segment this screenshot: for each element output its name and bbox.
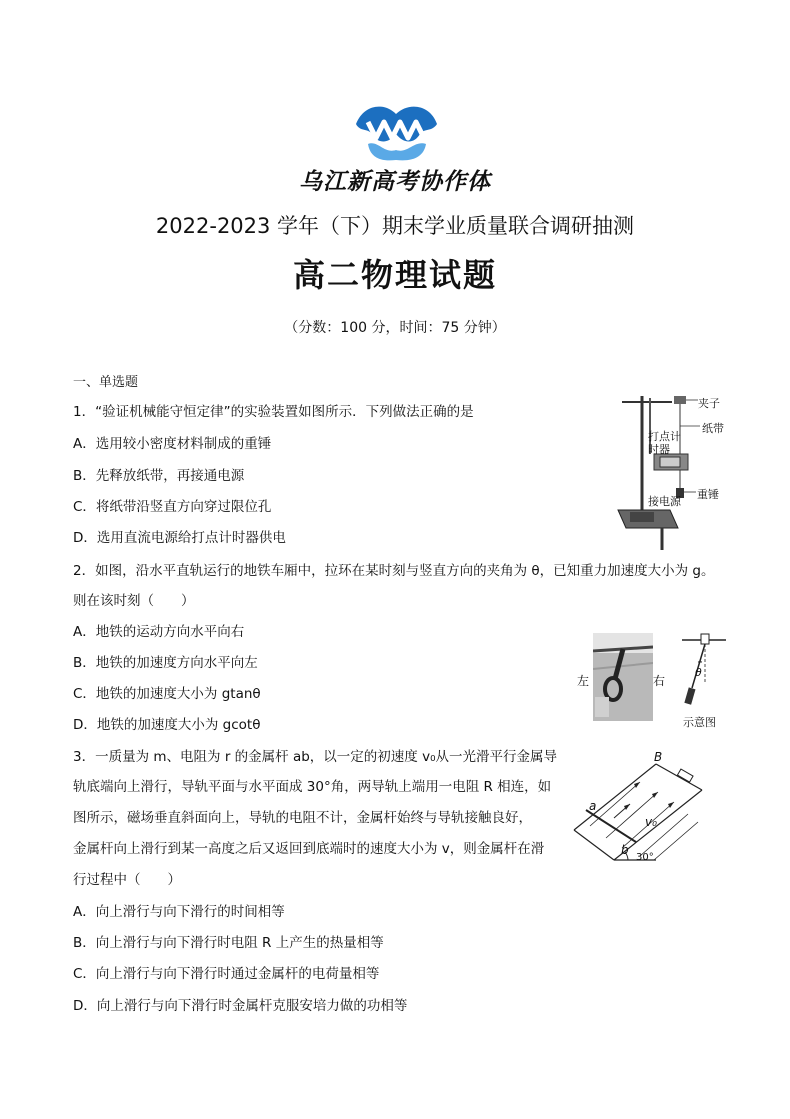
- q3-option-d: D．向上滑行与向下滑行时金属杆克服安培力做的功相等: [73, 998, 408, 1014]
- q2-option-c: C．地铁的加速度大小为 gtanθ: [73, 686, 261, 702]
- exam-subtitle: 2022-2023 学年（下）期末学业质量联合调研抽测: [155, 214, 635, 238]
- q1-label-power: 接电源: [648, 495, 681, 508]
- q2-option-a: A．地铁的运动方向水平向右: [73, 624, 245, 640]
- q3-stem-line1: 3．一质量为 m、电阻为 r 的金属杆 ab，以一定的初速度 v₀从一光滑平行金属导: [73, 749, 557, 765]
- q1-label-weight: 重锤: [697, 488, 719, 501]
- q2-schematic-figure: [680, 632, 728, 712]
- q1-option-b: B．先释放纸带，再接通电源: [73, 468, 245, 484]
- q2-stem-line1: 2．如图，沿水平直轨运行的地铁车厢中，拉环在某时刻与竖直方向的夹角为 θ，已知重力加速度大小为 g。: [73, 563, 715, 579]
- q3-stem-line3: 图所示，磁场垂直斜面向上，导轨的电阻不计，金属杆始终与导轨接触良好，: [73, 810, 532, 826]
- page-title: 高二物理试题: [292, 256, 497, 294]
- q3-label-b: b: [621, 843, 629, 857]
- q2-label-theta: θ: [695, 666, 702, 679]
- q3-option-a: A．向上滑行与向下滑行的时间相等: [73, 904, 285, 920]
- q3-stem-line2: 轨底端向上滑行，导轨平面与水平面成 30°角，两导轨上端用一电阻 R 相连，如: [73, 779, 552, 795]
- q3-option-b: B．向上滑行与向下滑行时电阻 R 上产生的热量相等: [73, 935, 384, 951]
- q2-label-right: 右: [653, 674, 666, 688]
- q1-label-clip: 夹子: [698, 397, 720, 410]
- q1-label-tape: 纸带: [702, 422, 724, 435]
- q1-label-timer: 打点计 时器: [648, 430, 681, 456]
- logo-icon: [354, 104, 439, 162]
- section-title: 一、单选题: [73, 375, 139, 390]
- q1-apparatus-figure: [600, 392, 725, 552]
- q1-stem: 1．“验证机械能守恒定律”的实验装置如图所示．下列做法正确的是: [73, 404, 474, 420]
- brand-name: 乌江新高考协作体: [299, 169, 491, 195]
- q3-stem-line4: 金属杆向上滑行到某一高度之后又返回到底端时的速度大小为 v，则金属杆在滑: [73, 841, 545, 857]
- q1-option-d: D．选用直流电源给打点计时器供电: [73, 530, 286, 546]
- q3-label-a: a: [589, 799, 597, 813]
- exam-meta: （分数：100 分，时间：75 分钟）: [284, 320, 506, 336]
- q3-label-v0: v₀: [645, 815, 657, 829]
- q2-label-left: 左: [577, 674, 590, 688]
- q3-stem-line5: 行过程中（ ）: [73, 872, 181, 888]
- q1-option-a: A．选用较小密度材料制成的重锤: [73, 436, 272, 452]
- q2-option-d: D．地铁的加速度大小为 gcotθ: [73, 717, 261, 733]
- q2-stem-line2: 则在该时刻（ ）: [73, 593, 195, 609]
- q3-label-angle: 30°: [636, 852, 654, 863]
- q2-option-b: B．地铁的加速度方向水平向左: [73, 655, 258, 671]
- q1-option-c: C．将纸带沿竖直方向穿过限位孔: [73, 499, 272, 515]
- q2-photo-figure: [593, 633, 653, 721]
- q3-label-B: B: [654, 750, 663, 764]
- q3-option-c: C．向上滑行与向下滑行时通过金属杆的电荷量相等: [73, 966, 380, 982]
- q2-label-diagram: 示意图: [683, 716, 716, 729]
